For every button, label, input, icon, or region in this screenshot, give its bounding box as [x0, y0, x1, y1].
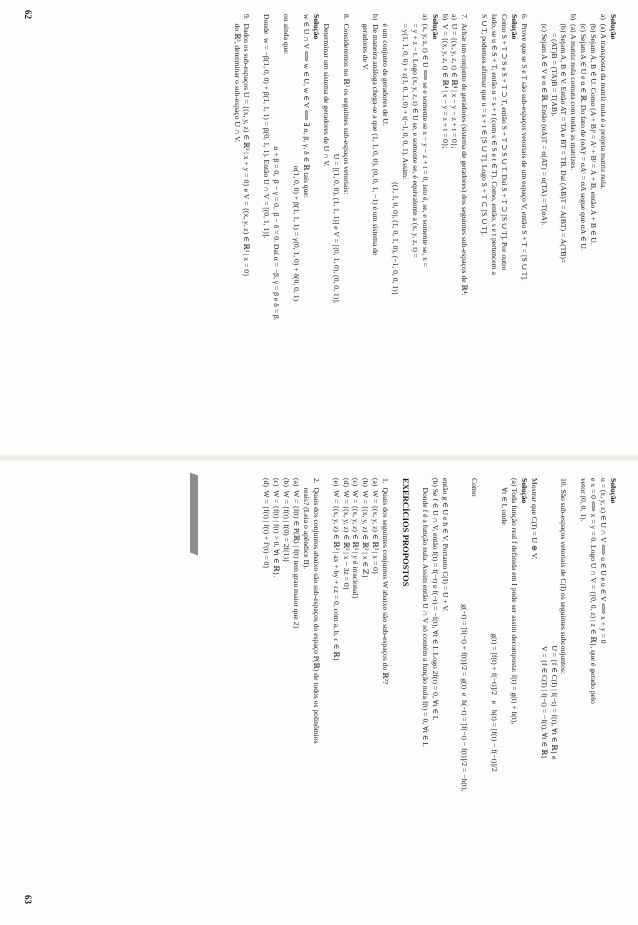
left-text-line: Solução [430, 14, 440, 40]
right-text-line: 10. São sub-espaços vetoriais de C(I) os seguintes subconjuntos: [559, 478, 569, 674]
right-text-line: Como [470, 478, 480, 497]
left-text-line [469, 14, 479, 434]
right-text-line: Solução [519, 478, 529, 504]
left-text-line: Donde w = −β(1, 0, 0) + β(1, 1, 1) = β(0, 1, 1). Então U ∩ V = [(0, 1, 1)]. [262, 14, 272, 239]
left-text-line: geradores de V. [361, 14, 371, 71]
right-text-line: Donde f é a função nula. Assim então U ∩ V só contém a função nula f(t) = 0, ∀t ∈ I. [420, 478, 430, 747]
left-text-line: lado, se u ∈ S + T, então u = s + t (com s ∈ S e t ∈ T). Como, então, s e t pertencem a [490, 14, 500, 275]
right-text-line: (e) W = {(x, y, z) ∈ ℝ³ | ax + by + cz = 0, com a, b, c ∈ ℝ} [331, 478, 341, 662]
left-text-line [529, 14, 539, 434]
left-text-line: Determinar um sistema de geradores de U ∩ V. [321, 14, 331, 167]
left-text-line: w ∈ U ∩ V ⟺ w ∈ U, w ∈ V ⟺ ∃ α, β, γ, δ ∈ ℝ tais que: [301, 14, 311, 198]
left-text-line: = y + z − t. Logo (x, y, z, t) ∈ U se, e somente se, é equivalente a (x, y, z, t) = [410, 14, 420, 259]
left-text-line: b) De maneira análoga chega-se a que (1, 1, 0, 0), (0, 0, 1, −1) é um sistema de [371, 14, 381, 256]
right-text-line: (d) W = {f(t) | f(t) + f′(t) = 0} [262, 478, 272, 569]
left-text-line: b) (a) A matriz nula comuta com todas as matrizes. [569, 14, 579, 171]
right-text-line [390, 478, 400, 908]
right-text-line: (b) W = {(x, y, z) ∈ ℝ³ | x ∈ ℤ} [361, 478, 371, 579]
left-text-line: (c) Sejam A ∈ U e α ∈ ℝ. Do fato de (αA)ᵗ = αAᵗ = αA segue que αA ∈ U. [579, 14, 589, 251]
left-text-line: {(1, 1, 0, 0), (1, 0, 1, 0), (−1, 0, 0, 1)} [391, 152, 401, 296]
left-text-line: a) U = {(x, y, z, t) ∈ ℝ⁴ | x − y − z + t = 0}; [450, 14, 460, 149]
left-page-column [232, 14, 618, 434]
right-text-line [410, 478, 420, 908]
right-text-line: (b) Se f ∈ U ∩ V, então f(t) = f(−t) e f(−t) = −f(t), ∀t ∈ I. Logo 2f(t) = 0, ∀t ∈ I. [430, 478, 440, 721]
left-text-line: a) (a) A transposta da matriz nula é a própria matriz nula. [599, 14, 609, 190]
right-text-line: ∀t ∈ I, onde [500, 478, 510, 525]
right-text-line: Mostrar que C(I) = U ⊕ V. [529, 478, 539, 560]
left-text-line: = y(1, 1, 0, 0) + z(1, 0, 1, 0) + t(−1, 0, 0, 1). Assim: [400, 14, 410, 180]
left-text-line: α + β = 0, β − γ = 0, β − δ = 0. Daí α = −β, γ = β e δ = β. [272, 127, 282, 321]
left-text-line: b) V = {(x, y, z, t) ∈ ℝ⁴ | x − y = z + t = 0}; [440, 14, 450, 149]
left-text-line: 6. Prove que se S e T são sub-espaços vetoriais de um espaço V, então S + T = [S ∪ T]. [519, 14, 529, 281]
right-text-line: g(t) = [f(t) + f(−t)]/2 e h(t) = [f(t) − f(−t)]/2 [490, 614, 500, 772]
left-text-line [251, 14, 261, 434]
right-text-line: (c) W = {f(t) | f(t) > 0, ∀t ∈ ℝ}. [272, 478, 282, 578]
right-text-line: 1. Quais dos seguintes conjuntos W abaixo são sub-espaços do ℝ³? [381, 478, 391, 685]
left-text-line: (b) Sejam A, B ∈ U. Como (A + B)ᵗ = Aᵗ + Bᵗ = A + B, então A + B ∈ U. [589, 14, 599, 245]
left-text-line: a) (x, y, z, t) ∈ U ⟺ se e somente se x − y − z + t = 0, isto é, se, e somente se, x = [420, 14, 430, 267]
right-text-line: reais? (Leia o apêndice II). [301, 478, 311, 570]
right-text-line: Solução [609, 478, 618, 504]
right-text-line: então g ∈ U e h ∈ V. Portanto C(I) = U + V. [440, 478, 450, 612]
right-text-line: g(−t) = [f(−t) + f(t)]/2 = g(t) e h(−t) = [f(−t) − f(t)]/2 = −h(t), [460, 594, 470, 792]
scan-smudge [190, 473, 198, 556]
right-text-line: U = {f ∈ C(I) | f(−t) = f(t), ∀t ∈ ℝ} e [549, 626, 559, 760]
right-text-line: u = (x, y, z) ∈ U ∩ V ⟺ u ∈ U e u ∈ V ⟺ x + y = 0 [599, 478, 609, 644]
left-text-line: ou ainda que: [282, 14, 292, 55]
left-text-line: = (AT)B = (TA)B = T(AB). [549, 14, 559, 117]
right-text-line: (d) W = {(x, y, z) ∈ ℝ³ | x − 3z = 0} [341, 478, 351, 591]
left-text-line: do ℝ³, determinar o sub-espaço U ∩ V. [232, 14, 242, 143]
right-text-line: 2. Quais dos conjuntos abaixo são sub-espaços do espaço P(ℝ) de todos os polinômios [311, 478, 321, 744]
left-text-line: 7. Achar um conjunto de geradores (sistema de geradores) dos seguintes sub-espaços de ℝ⁴: [460, 14, 470, 296]
book-gutter [0, 455, 638, 461]
right-text-line [568, 478, 578, 908]
right-page-column [261, 478, 618, 908]
right-text-line: vetor (0, 0, 1). [579, 478, 589, 522]
right-text-line [450, 478, 460, 908]
left-text-line [351, 14, 361, 434]
left-text-line: α(1, 0, 0) + β(1, 1, 1) = γ(0, 1, 0) + δ(0, 0, 1) [292, 146, 301, 302]
right-text-line: (b) W = {f(t) | f(0) = 2f(1)} [282, 478, 292, 563]
right-text-line [479, 478, 489, 908]
left-text-line: U = [(1, 0, 0), (1, 1, 1)] e V = [(0, 1, 0), (0, 0, 1)]. [331, 144, 341, 304]
left-text-line: S ∪ T, podemos afirmar que u = s + t ∈ [S ∪ T]. Logo S + T ⊂ [S ∪ T]. [480, 14, 490, 236]
left-text-line: 9. Dados os sub-espaços U = {(x, y, z) ∈ ℝ³ | x + y = 0} e V = {(x, y, z) ∈ ℝ³ | x = 0} [242, 14, 252, 277]
left-text-line: Solução [311, 14, 321, 40]
right-page-number: 63 [23, 895, 33, 904]
right-text-line: (a) Toda função real f definida em I pode ser assim decomposta: f(t) = g(t) + h(t), [509, 478, 519, 725]
right-text-line: (a) W = {(x, y, z) ∈ ℝ³ | x = 0} [371, 478, 381, 575]
right-text-line [321, 478, 331, 908]
left-text-line: Como S + T ⊃ S e S + T ⊃ T, então S + T ⊃ S ∪ T. Daí S + T ⊃ [S ∪ T]. Por outro [500, 14, 510, 271]
right-text-line: (a) W = {f(t) ∈ P(ℝ) | f(t) tem grau maior que 2} [292, 478, 301, 630]
right-text-line: e x = 0 ⟺ x = y = 0. Logo U ∩ V = {(0, 0, z) | z ∈ ℝ}, que é gerado pelo [589, 478, 599, 704]
right-text-line: V = {f ∈ C(I) | f(−t) = −f(t), ∀t ∈ ℝ} [539, 627, 549, 759]
left-text-line: 8. Consideremos no ℝ³ os seguintes sub-espaços vetoriais: [341, 14, 351, 195]
left-page-number: 62 [23, 10, 33, 19]
left-text-line: Solução [609, 14, 618, 40]
left-text-line: (b) Sejam A, B ∈ V. Então AT = TA e BT = TB. Daí (AB)T = A(BT) = A(TB)= [559, 14, 569, 264]
right-text-line: EXERCÍCIOS PROPOSTOS [400, 478, 411, 587]
left-text-line: Solução [509, 14, 519, 40]
right-text-line: (c) W = {(x, y, z) ∈ ℝ³ | y é irracional} [351, 478, 361, 599]
left-text-line: (c) Sejam A ∈ V e α ∈ ℝ. Então (αA)T = α(AT) = α(TA) = T(αA). [539, 14, 549, 226]
left-text-line: é um conjunto de geradores de U. [381, 14, 391, 126]
